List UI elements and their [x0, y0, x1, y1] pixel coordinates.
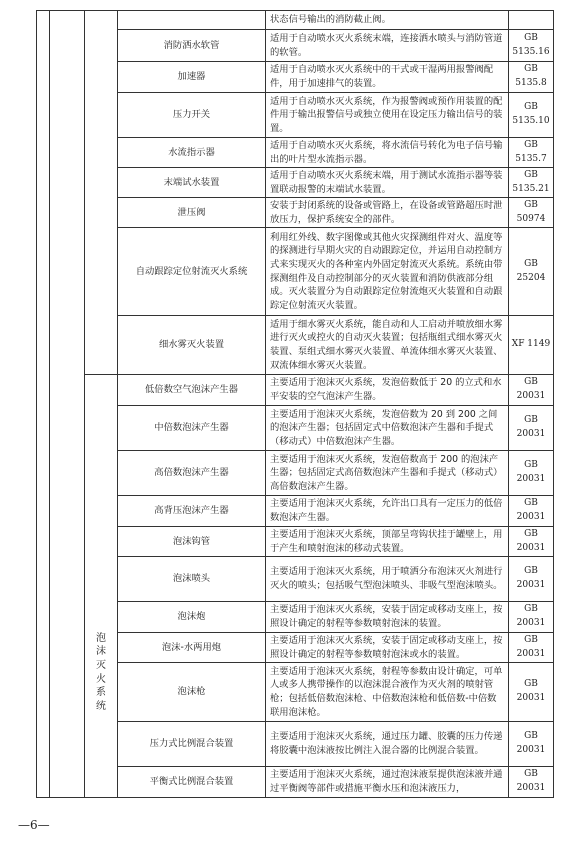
category-cell [85, 11, 118, 375]
product-name: 高倍数泡沫产生器 [118, 451, 266, 496]
spec-table [36, 10, 554, 798]
standard-code: GB 5135.21 [509, 168, 554, 198]
blank-column-b [50, 11, 85, 798]
product-description: 主要适用于泡沫灭火系统，通过压力罐、胶囊的压力传递将胶囊中泡沫液按比例注入混合器的比例混合装置。 [266, 722, 509, 767]
product-description: 适用于自动喷水灭火系统末端，用于测试水流指示器等装置联动报警的末端试水装置。 [266, 168, 509, 198]
product-description: 适用于自动喷水灭火系统中的干式或干湿两用报警阀配件，用于加速排气的装置。 [266, 62, 509, 93]
product-name: 泄压阀 [118, 198, 266, 228]
table-row [37, 375, 554, 406]
standard-code: GB 20031 [509, 406, 554, 451]
standard-code [509, 11, 554, 30]
product-description: 安装于封闭系统的设备或管路上，在设备或管路超压时泄放压力，保护系统安全的部件。 [266, 198, 509, 228]
standard-code: XF 1149 [509, 316, 554, 375]
product-name [118, 11, 266, 30]
product-description: 主要适用于泡沫灭火系统，安装于固定或移动支座上，按照设计确定的射程等参数喷射泡沫或水的装置。 [266, 633, 509, 663]
product-description: 主要适用于泡沫灭火系统，通过泡沫液泵提供泡沫液并通过平衡阀等部件或措施平衡水压和泡沫液压力， [266, 767, 509, 798]
standard-code: GB 20031 [509, 557, 554, 602]
product-name: 高背压泡沫产生器 [118, 496, 266, 527]
product-name: 低倍数空气泡沫产生器 [118, 375, 266, 406]
product-description: 主要适用于泡沫灭火系统，顶部呈弯钩状挂于罐壁上，用于产生和喷射泡沫的移动式装置。 [266, 527, 509, 557]
product-name: 自动跟踪定位射流灭火系统 [118, 228, 266, 316]
product-name: 消防洒水软管 [118, 30, 266, 62]
product-description: 主要适用于泡沫灭火系统，射程等参数由设计确定，可单人或多人携带操作的以泡沫混合液作为灭火剂的喷射管枪；包括低倍数泡沫枪、中倍数泡沫枪和低倍数-中倍数联用泡沫枪。 [266, 663, 509, 722]
product-description: 适用于自动喷水灭火系统，作为报警阀或预作用装置的配件用于输出报警信号或独立使用在设定压力输出信号的装置。 [266, 93, 509, 138]
standard-code: GB 20031 [509, 375, 554, 406]
product-description: 主要适用于泡沫灭火系统，发泡倍数低于 20 的立式和水平安装的空气泡沫产生器。 [266, 375, 509, 406]
product-description: 主要适用于泡沫灭火系统，允许出口具有一定压力的低倍数泡沫产生器。 [266, 496, 509, 527]
standard-code: GB 20031 [509, 496, 554, 527]
product-description: 适用于自动喷水灭火系统末端，连接洒水喷头与消防管道的软管。 [266, 30, 509, 62]
standard-code: GB 50974 [509, 198, 554, 228]
standard-code: GB 5135.7 [509, 138, 554, 168]
table-row [37, 11, 554, 30]
standard-code: GB 20031 [509, 633, 554, 663]
spec-table-body [37, 11, 554, 798]
standard-code: GB 5135.8 [509, 62, 554, 93]
standard-code: GB 20031 [509, 663, 554, 722]
product-description: 主要适用于泡沫灭火系统，安装于固定或移动支座上，按照设计确定的射程等参数喷射泡沫的装置。 [266, 602, 509, 633]
product-description: 主要适用于泡沫灭火系统，发泡倍数为 20 到 200 之间的泡沫产生器；包括固定式中倍数泡沫产生器和手提式（移动式）中倍数泡沫产生器。 [266, 406, 509, 451]
product-name: 末端试水装置 [118, 168, 266, 198]
product-name: 泡沫枪 [118, 663, 266, 722]
standard-code: GB 5135.16 [509, 30, 554, 62]
product-name: 水流指示器 [118, 138, 266, 168]
product-description: 主要适用于泡沫灭火系统，发泡倍数高于 200 的泡沫产生器；包括固定式高倍数泡沫产生器和手提式（移动式）高倍数泡沫产生器。 [266, 451, 509, 496]
blank-column-a [37, 11, 50, 798]
standard-code: GB 20031 [509, 451, 554, 496]
product-name: 泡沫喷头 [118, 557, 266, 602]
standard-code: GB 20031 [509, 602, 554, 633]
standard-code: GB 20031 [509, 527, 554, 557]
standard-code: GB 20031 [509, 722, 554, 767]
standard-code: GB 5135.10 [509, 93, 554, 138]
product-description: 适用于自动喷水灭火系统，将水流信号转化为电子信号输出的叶片型水流指示器。 [266, 138, 509, 168]
standard-code: GB 25204 [509, 228, 554, 316]
product-name: 加速器 [118, 62, 266, 93]
product-name: 压力开关 [118, 93, 266, 138]
product-name: 中倍数泡沫产生器 [118, 406, 266, 451]
product-name: 泡沫-水两用炮 [118, 633, 266, 663]
product-description: 状态信号输出的消防截止阀。 [266, 11, 509, 30]
category-cell [85, 375, 118, 798]
page-number: —6— [18, 818, 50, 832]
product-name: 泡沫炮 [118, 602, 266, 633]
product-description: 利用红外线、数字图像或其他火灾探测组件对火、温度等的探测进行早期火灾的自动跟踪定位，并运用自动控制方式来实现灭火的各种室内外固定射流灭火系统。系统由带探测组件及自动控制部分的灭火装置和消防供液部分组成。灭火装置分为自动跟踪定位射流炮灭火装置和自动跟踪定位射流灭火装置。 [266, 228, 509, 316]
product-name: 压力式比例混合装置 [118, 722, 266, 767]
product-description: 适用于细水雾灭火系统，能自动和人工启动并喷放细水雾进行灭火或控火的自动灭火装置；包括瓶组式细水雾灭火装置、泵组式细水雾灭火装置、单流体细水雾灭火装置、双流体细水雾灭火装置。 [266, 316, 509, 375]
standard-code: GB 20031 [509, 767, 554, 798]
product-description: 主要适用于泡沫灭火系统，用于喷洒分布泡沫灭火剂进行灭火的喷头；包括吸气型泡沫喷头、非吸气型泡沫喷头。 [266, 557, 509, 602]
product-name: 泡沫钩管 [118, 527, 266, 557]
product-name: 细水雾灭火装置 [118, 316, 266, 375]
category-label: 泡沫灭火系统 [96, 632, 106, 712]
product-name: 平衡式比例混合装置 [118, 767, 266, 798]
